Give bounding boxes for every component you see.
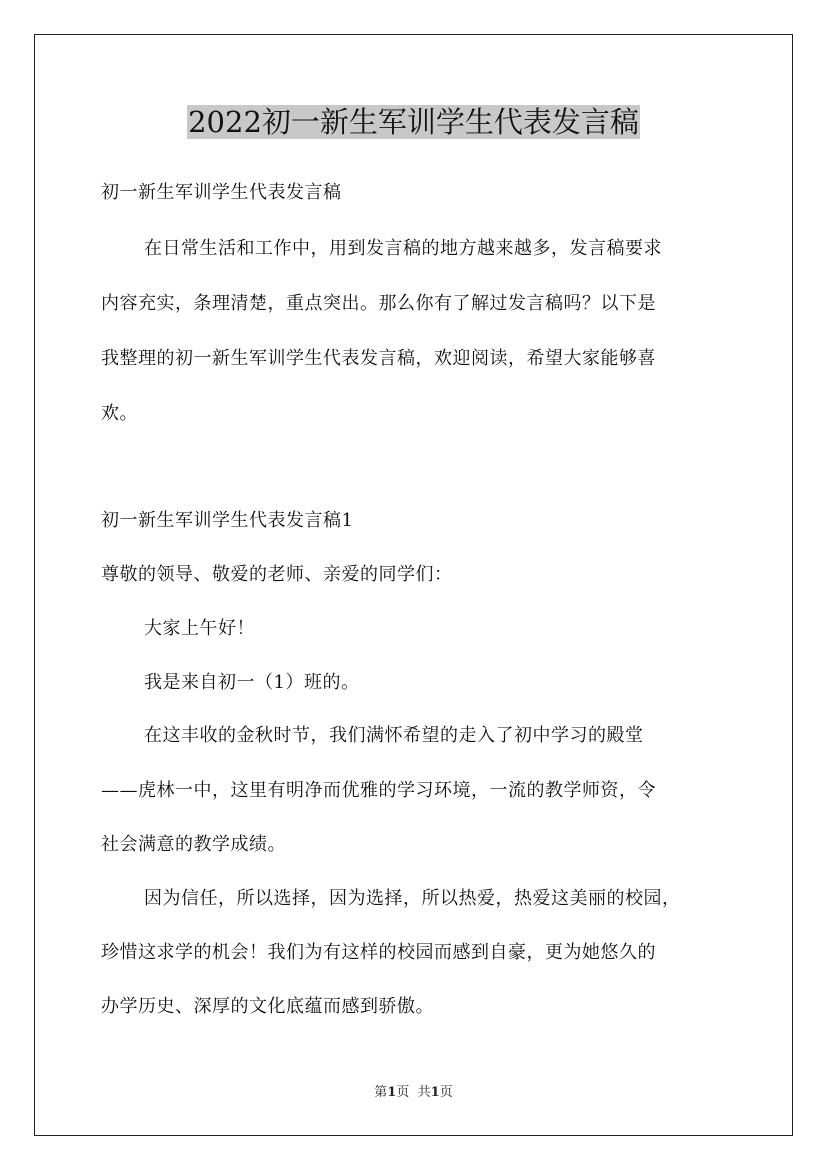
salutation: 尊敬的领导、敬爱的老师、亲爱的同学们： <box>101 564 453 585</box>
document-title-text: 2022初一新生军训学生代表发言稿 <box>188 105 639 139</box>
intro-line-2: 内容充实，条理清楚，重点突出。那么你有了解过发言稿吗？以下是 <box>101 293 656 314</box>
paragraph-1-line-2: ——虎林一中，这里有明净而优雅的学习环境，一流的教学师资，令 <box>101 780 656 801</box>
self-intro: 我是来自初一（1）班的。 <box>144 672 360 693</box>
footer-total-pages: 1 <box>430 1085 440 1100</box>
greeting: 大家上午好！ <box>144 618 255 639</box>
paragraph-2-line-2: 珍惜这求学的机会！我们为有这样的校园而感到自豪，更为她悠久的 <box>101 942 656 963</box>
footer-page-prefix: 第 <box>374 1085 388 1100</box>
document-title <box>0 100 827 144</box>
footer-page-suffix: 页 <box>396 1085 410 1100</box>
paragraph-2-line-3: 办学历史、深厚的文化底蕴而感到骄傲。 <box>101 996 434 1017</box>
footer-total-suffix: 页 <box>439 1085 453 1100</box>
page-footer <box>0 1084 827 1102</box>
intro-line-4: 欢。 <box>101 403 138 424</box>
section-heading: 初一新生军训学生代表发言稿1 <box>101 510 354 531</box>
document-subtitle: 初一新生军训学生代表发言稿 <box>101 182 342 203</box>
paragraph-2-line-1: 因为信任，所以选择，因为选择，所以热爱，热爱这美丽的校园， <box>144 888 681 909</box>
paragraph-1-line-1: 在这丰收的金秋时节，我们满怀希望的走入了初中学习的殿堂 <box>144 725 644 746</box>
intro-line-3: 我整理的初一新生军训学生代表发言稿，欢迎阅读，希望大家能够喜 <box>101 348 656 369</box>
footer-total-prefix: 共 <box>417 1085 431 1100</box>
footer-page-number: 1 <box>387 1085 397 1100</box>
intro-line-1: 在日常生活和工作中，用到发言稿的地方越来越多，发言稿要求 <box>144 238 662 259</box>
paragraph-1-line-3: 社会满意的教学成绩。 <box>101 834 286 855</box>
